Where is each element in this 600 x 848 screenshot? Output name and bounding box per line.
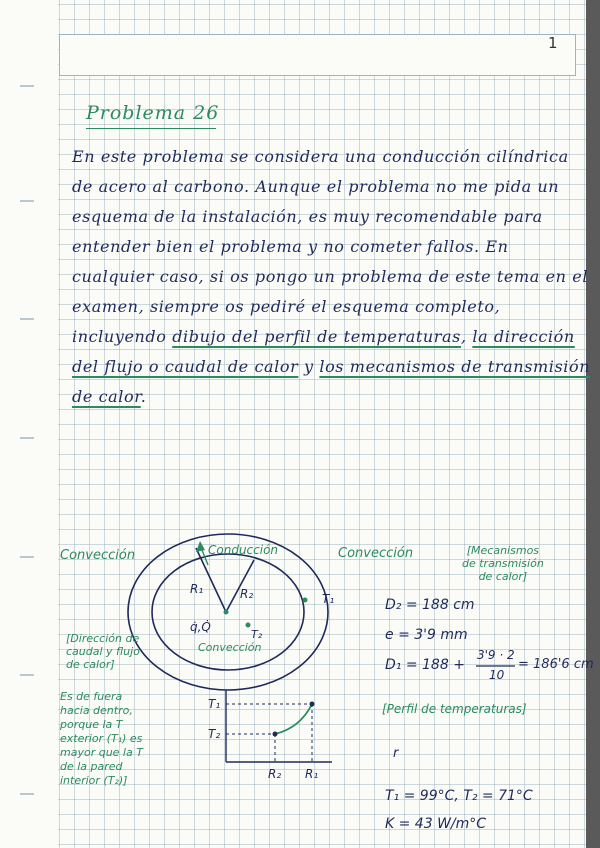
paragraph-text: y — [298, 357, 320, 376]
t1-point — [303, 598, 308, 603]
highlight-heat-flow-direction: la dirección del flujo o caudal de calor — [72, 327, 575, 376]
curve-point-r2 — [273, 732, 278, 737]
equation-d1-lhs: D₁ = 188 + — [385, 657, 465, 673]
graph-r-axis-label: r — [393, 746, 399, 761]
equation-d1-result: = 186'6 cm — [518, 657, 594, 672]
paragraph-text: . — [140, 387, 147, 406]
curve-point-r1 — [310, 702, 315, 707]
equation-d2: D₂ = 188 cm — [385, 597, 475, 613]
r2-line — [226, 560, 254, 612]
equation-d1-denominator: 10 — [489, 668, 505, 682]
conduction-label: Conducción — [208, 543, 279, 557]
page-number: 1 — [548, 34, 558, 52]
t2-point — [246, 623, 251, 628]
r1-line — [196, 548, 226, 612]
note-line: exterior (T₁) es — [60, 732, 143, 745]
temperature-curve — [275, 704, 312, 734]
center-point — [224, 610, 229, 615]
r1-label: R₁ — [190, 582, 204, 596]
r2-label: R₂ — [240, 587, 254, 601]
note-line: [Mecanismos — [466, 544, 540, 557]
note-line: interior (T₂)] — [60, 774, 128, 787]
t1-diagram-label: T₁ — [322, 592, 335, 606]
mechanisms-note — [462, 544, 544, 583]
graph-t1-label: T₁ — [208, 697, 221, 711]
note-line: mayor que la T — [60, 746, 143, 759]
highlight-heat-mechanisms: los mecanismos de transmisión de calor — [72, 357, 591, 406]
equation-d1-numerator: 3'9 · 2 — [477, 648, 515, 662]
problem-title: Problema 26 — [86, 102, 220, 124]
equation-conductivity: K = 43 W/m°C — [385, 816, 487, 832]
graph-r2-label: R₂ — [268, 767, 282, 781]
convection-right-label: Convección — [338, 546, 414, 561]
note-line: caudal y flujo — [66, 645, 140, 658]
note-line: de transmisión — [462, 557, 544, 570]
graph-r1-label: R₁ — [305, 767, 319, 781]
profile-note: [Perfil de temperaturas] — [382, 702, 527, 716]
explanation-note — [60, 690, 143, 788]
highlight-temperature-profile: dibujo del perfil de temperaturas — [172, 327, 461, 346]
arrow-head — [196, 541, 205, 552]
note-line: de calor] — [478, 570, 528, 583]
note-line: de calor] — [66, 658, 115, 671]
t2-diagram-label: T₂ — [251, 628, 263, 641]
note-line: Es de fuera — [60, 690, 123, 703]
note-line: de la pared — [60, 760, 123, 773]
convection-inner-label: Convección — [198, 641, 262, 654]
direction-note — [66, 632, 140, 671]
paragraph-text: , — [461, 327, 473, 346]
graph-t2-label: T₂ — [208, 727, 221, 741]
note-line: hacia dentro, — [60, 704, 133, 717]
note-line: [Dirección de — [66, 632, 140, 645]
heat-flow-label: q̇,Q̇ — [190, 620, 211, 634]
equation-temperatures: T₁ = 99°C, T₂ = 71°C — [385, 788, 533, 804]
paragraph-text: En este problema se considera una conducción cilíndrica de acero al carbono. Aunque el problema no me pida un esquema de la instalación, es muy recomendable para entender bien el problema y no cometer fallos. En cualquier caso, si os pongo un problema de este tema en el examen, siempre os pediré el esquema completo, incluyendo — [72, 147, 589, 346]
equation-e: e = 3'9 mm — [385, 627, 468, 643]
note-line: porque la T — [60, 718, 123, 731]
convection-left-label: Convección — [60, 548, 136, 563]
